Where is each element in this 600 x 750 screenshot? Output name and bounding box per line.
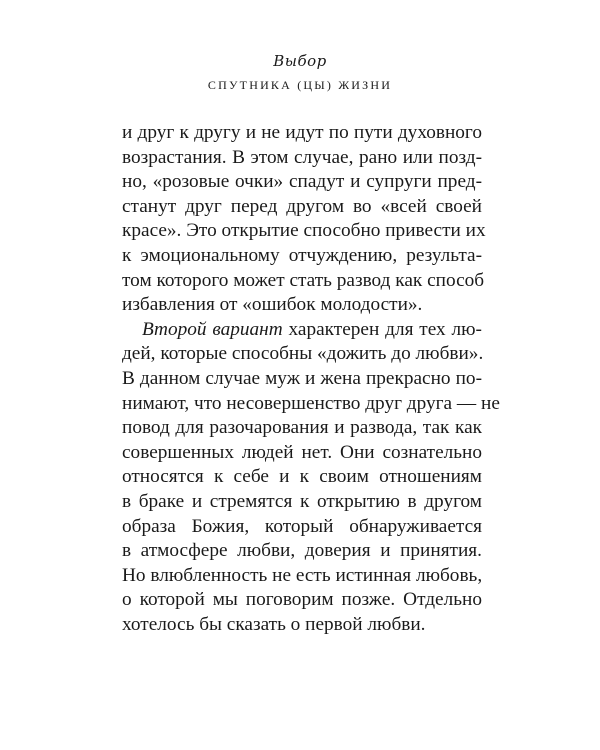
body-text	[122, 121, 500, 637]
text-line: совершенных людей нет. Они сознательно	[122, 441, 482, 463]
text-line: о которой мы поговорим позже. Отдельно	[122, 589, 482, 611]
text-line: возрастания. В этом случае, рано или позд-	[122, 146, 482, 168]
text-fragment: характерен для тех лю-	[282, 318, 482, 340]
text-line: но, «розовые очки» спадут и супруги пред-	[122, 171, 482, 193]
text-line: образа Божия, который обнаруживается	[122, 515, 482, 537]
running-head-subtitle: СПУТНИКА (ЦЫ) ЖИЗНИ	[207, 78, 393, 92]
text-line: дей, которые способны «дожить до любви».	[122, 343, 484, 365]
paragraph-2	[122, 318, 500, 638]
text-line: нимают, что несовершенство друг друга — не	[122, 392, 500, 414]
text-line: повод для разочарования и развода, так как	[122, 417, 482, 439]
text-line: к эмоциональному отчуждению, результа-	[122, 244, 482, 266]
text-line: станут друг перед другом во «всей своей	[122, 195, 482, 217]
text-line: в атмосфере любви, доверия и принятия.	[122, 540, 482, 562]
text-line: относятся к себе и к своим отношениям	[122, 466, 482, 488]
running-head-title: Выбор	[273, 52, 327, 70]
text-line: и друг к другу и не идут по пути духовного	[122, 122, 482, 143]
text-line: хотелось бы сказать о первой любви.	[122, 613, 426, 635]
text-line	[122, 318, 482, 343]
text-line: том которого может стать развод как способ	[122, 269, 485, 291]
italic-emphasis: Второй вариант	[142, 318, 283, 340]
text-line: в браке и стремятся к открытию в другом	[122, 490, 482, 512]
text-line: красе». Это открытие способно привести их	[122, 220, 486, 242]
text-line: избавления от «ошибок молодости».	[122, 294, 423, 316]
text-line: В данном случае муж и жена прекрасно по-	[122, 367, 482, 389]
text-line: Но влюбленность не есть истинная любовь,	[122, 564, 483, 586]
paragraph-1	[122, 121, 486, 318]
